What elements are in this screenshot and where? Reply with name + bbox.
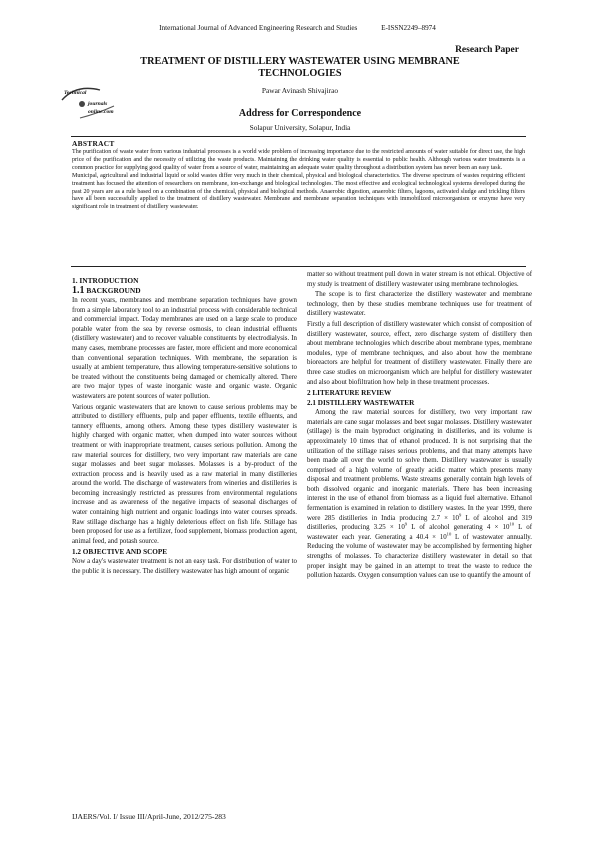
journal-name: International Journal of Advanced Engineering Research and Studies [159, 24, 358, 32]
page-footer: IJAERS/Vol. I/ Issue III/April-June, 2012/275-283 [72, 812, 226, 821]
section-heading-background [72, 286, 297, 296]
text-run: Among the raw material sources for distillery, two very important raw materials are cane sugar molasses and beet sugar molasses. Distillery wastewater (stillage) is the main byproduct originating in distilleries, and its volume is approximately 10 times that of ethanol produced. It is not surprising that the utilization of the stillage raises serious problems, and that many attempts have been made all over the world to solve them. Distillery wastewater is usually comprised of a high volume of greatly acidic matter which presents many disposal and treatment problems. Waste streams generally contain high levels of both dissolved organic and inorganic materials. There has been increasing interest in the use of ethanol from biomass as a liquid fuel alternative. Ethanol fermentation is examined in relation to distillery wastes. In the year 1999, there were 285 distilleries in India producing 2.7 × 10 [307, 409, 532, 522]
section-heading-introduction: 1. INTRODUCTION [72, 276, 139, 285]
superscript: 9 [459, 512, 462, 518]
logo-line-2: journals [88, 101, 108, 107]
paper-author: Pawar Avinash Shivajirao [261, 86, 339, 95]
text-run: L of wastewater each year. Generating a 40.4 × 10 [307, 524, 532, 541]
right-column [307, 270, 532, 582]
body-paragraph: The scope is to first characterize the distillery wastewater and membrane technology, then by these studies membrane techniques use for treatment of distillery wastewater. [307, 291, 532, 318]
journal-header [0, 24, 595, 33]
left-column [72, 276, 297, 578]
address-heading: Address for Correspondence [238, 108, 362, 119]
text-run: L of alcohol generating 4 × 10 [407, 524, 510, 532]
body-paragraph: Various organic wastewaters that are known to cause serious problems may be attributed to distillery effluents, pulp and paper effluents, textile effluents, and tannery effluents, among others. Among these types distillery wastewater is highly charged with organic matter, when dumped into water sources without treatment or with inappropriate treatment, causes serious pollution. Among the raw material sources for distillery, two very important raw materials are cane sugar molasses and beet sugar molasses. Molasses is a by-product of the extraction process and is heavily used as a raw material in many distilleries around the world. The discharge of wastewaters from wineries and distilleries is becoming increasingly restricted as pressures from environmental regulations increase and as awareness of the negative impacts of seasonal discharges of water containing high nutrient and organic loadings into water courses spreads. Raw stillage discharge has a highly deleterious effect on fish life. Stillage has been proposed for use as a fertilizer, food supplement, biomass production agent, animal feed, and potash source. [72, 403, 297, 545]
abstract-section [71, 136, 526, 267]
abstract-paragraph-1: The purification of waste water from various industrial processes is a world wide problem of increasing importance due to the restricted amounts of water suitable for direct use, the high price of the purification and the necessity of utilizing the waste products. Maintaining the drinking water quality is essential to public health. Although various water treatments is a common practice for supplying good quality of water from a source of water, maintaining an adequate water quality throughout a distribution system has never been an easy task. [72, 149, 525, 171]
logo-line-1: Technical [64, 90, 87, 96]
text-run: L of wastewater annually. Reducing the volume of wastewater may be accomplished by fermenting higher strengths of molasses. To characterize distillery wastewater in detail so that proper insight may be gained in an attempt to treat the waste to reduce the pollution hazards. Oxygen consumption values can use to quantify the amount of [307, 533, 533, 580]
journal-logo [56, 80, 126, 128]
section-number: 1.1 [72, 285, 85, 296]
journal-issn: E-ISSN2249–8974 [381, 24, 436, 32]
abstract-heading: ABSTRACT [72, 139, 115, 148]
text-run: L of alcohol and 319 distilleries, producing 3.25 × 10 [307, 514, 533, 532]
paper-title: TREATMENT OF DISTILLERY WASTEWATER USING MEMBRANE TECHNOLOGIES [140, 56, 460, 79]
body-paragraph: matter so without treatment pull down in water stream is not ethical. Objective of my study is treatment of distillery wastewater using membrane technologies. [307, 271, 532, 288]
paper-type-label: Research Paper [455, 45, 519, 55]
superscript: 10 [509, 521, 514, 527]
address: Solapur University, Solapur, India [249, 123, 351, 132]
logo-line-3: online.com [88, 109, 114, 115]
section-heading-distillery-wastewater: 2.1 DISTILLERY WASTEWATER [307, 399, 415, 408]
superscript: 10 [446, 531, 452, 537]
abstract-paragraph-2: Municipal, agricultural and industrial liquid or solid wastes differ very much in their chemical, physical and biological characteristics. The diverse spectrum of wastes requiring efficient treatment has focused the attention of researchers on membrane, ion-exchange and biological technologies. The most effective and ecological technological systems developed during the past 20 years are as a rule based on a combination of the chemical, physical and biological methods. Anaerobic digestion, anaerobic filters, lagoons, activated sludge and trickling filters have all been successfully applied to the treatment of distillery wastewater. Membrane and membrane separation techniques with immobilized microorganism or enzyme have very significant role in treatment of distillery wastewater. [72, 172, 525, 211]
body-paragraph: Now a day's wastewater treatment is not an easy task. For distribution of water to the public it is necessary. The distillery wastewater has high amount of organic [72, 558, 297, 576]
body-paragraph: In recent years, membranes and membrane separation techniques have grown from a simple laboratory tool to an industrial process with considerable technical and commercial impact. Today membranes are used on a large scale to produce potable water from the sea by reverse osmosis, to clean industrial effluents (distillery wastewater) and to recover valuable constituents by electrodialysis. In many cases, membrane processes are faster, more efficient and more economical than conventional separation techniques. With membrane, the separation is usually at ambient temperature, thus allowing temperature-sensitive solutions to be treated without the constituents being damaged or chemically altered. There are two major types of waste inorganic waste and organic waste. Organic wastewaters are potent sources of water pollution. [72, 297, 297, 400]
superscript: 9 [404, 521, 408, 527]
section-heading-objective: 1.2 OBJECTIVE AND SCOPE [72, 548, 168, 557]
body-paragraph: Firstly a full description of distillery wastewater which consist of composition of distillery wastewater, source, effect, zero discharge system of distillery then about membrane technologies which describe about membrane types, membrane modules, type of membrane techniques, and also about how the membrane bioreactors are helpful for treatment of distillery wastewater. Finally there are three case studies on microorganism which are helpful for distillery wastewater and also about biofiltration how help in these treatment processes. [307, 320, 532, 386]
body-paragraph [307, 408, 532, 581]
section-title: BACKGROUND [86, 286, 141, 295]
section-heading-literature-review: 2 LITERATURE REVIEW [307, 389, 392, 398]
